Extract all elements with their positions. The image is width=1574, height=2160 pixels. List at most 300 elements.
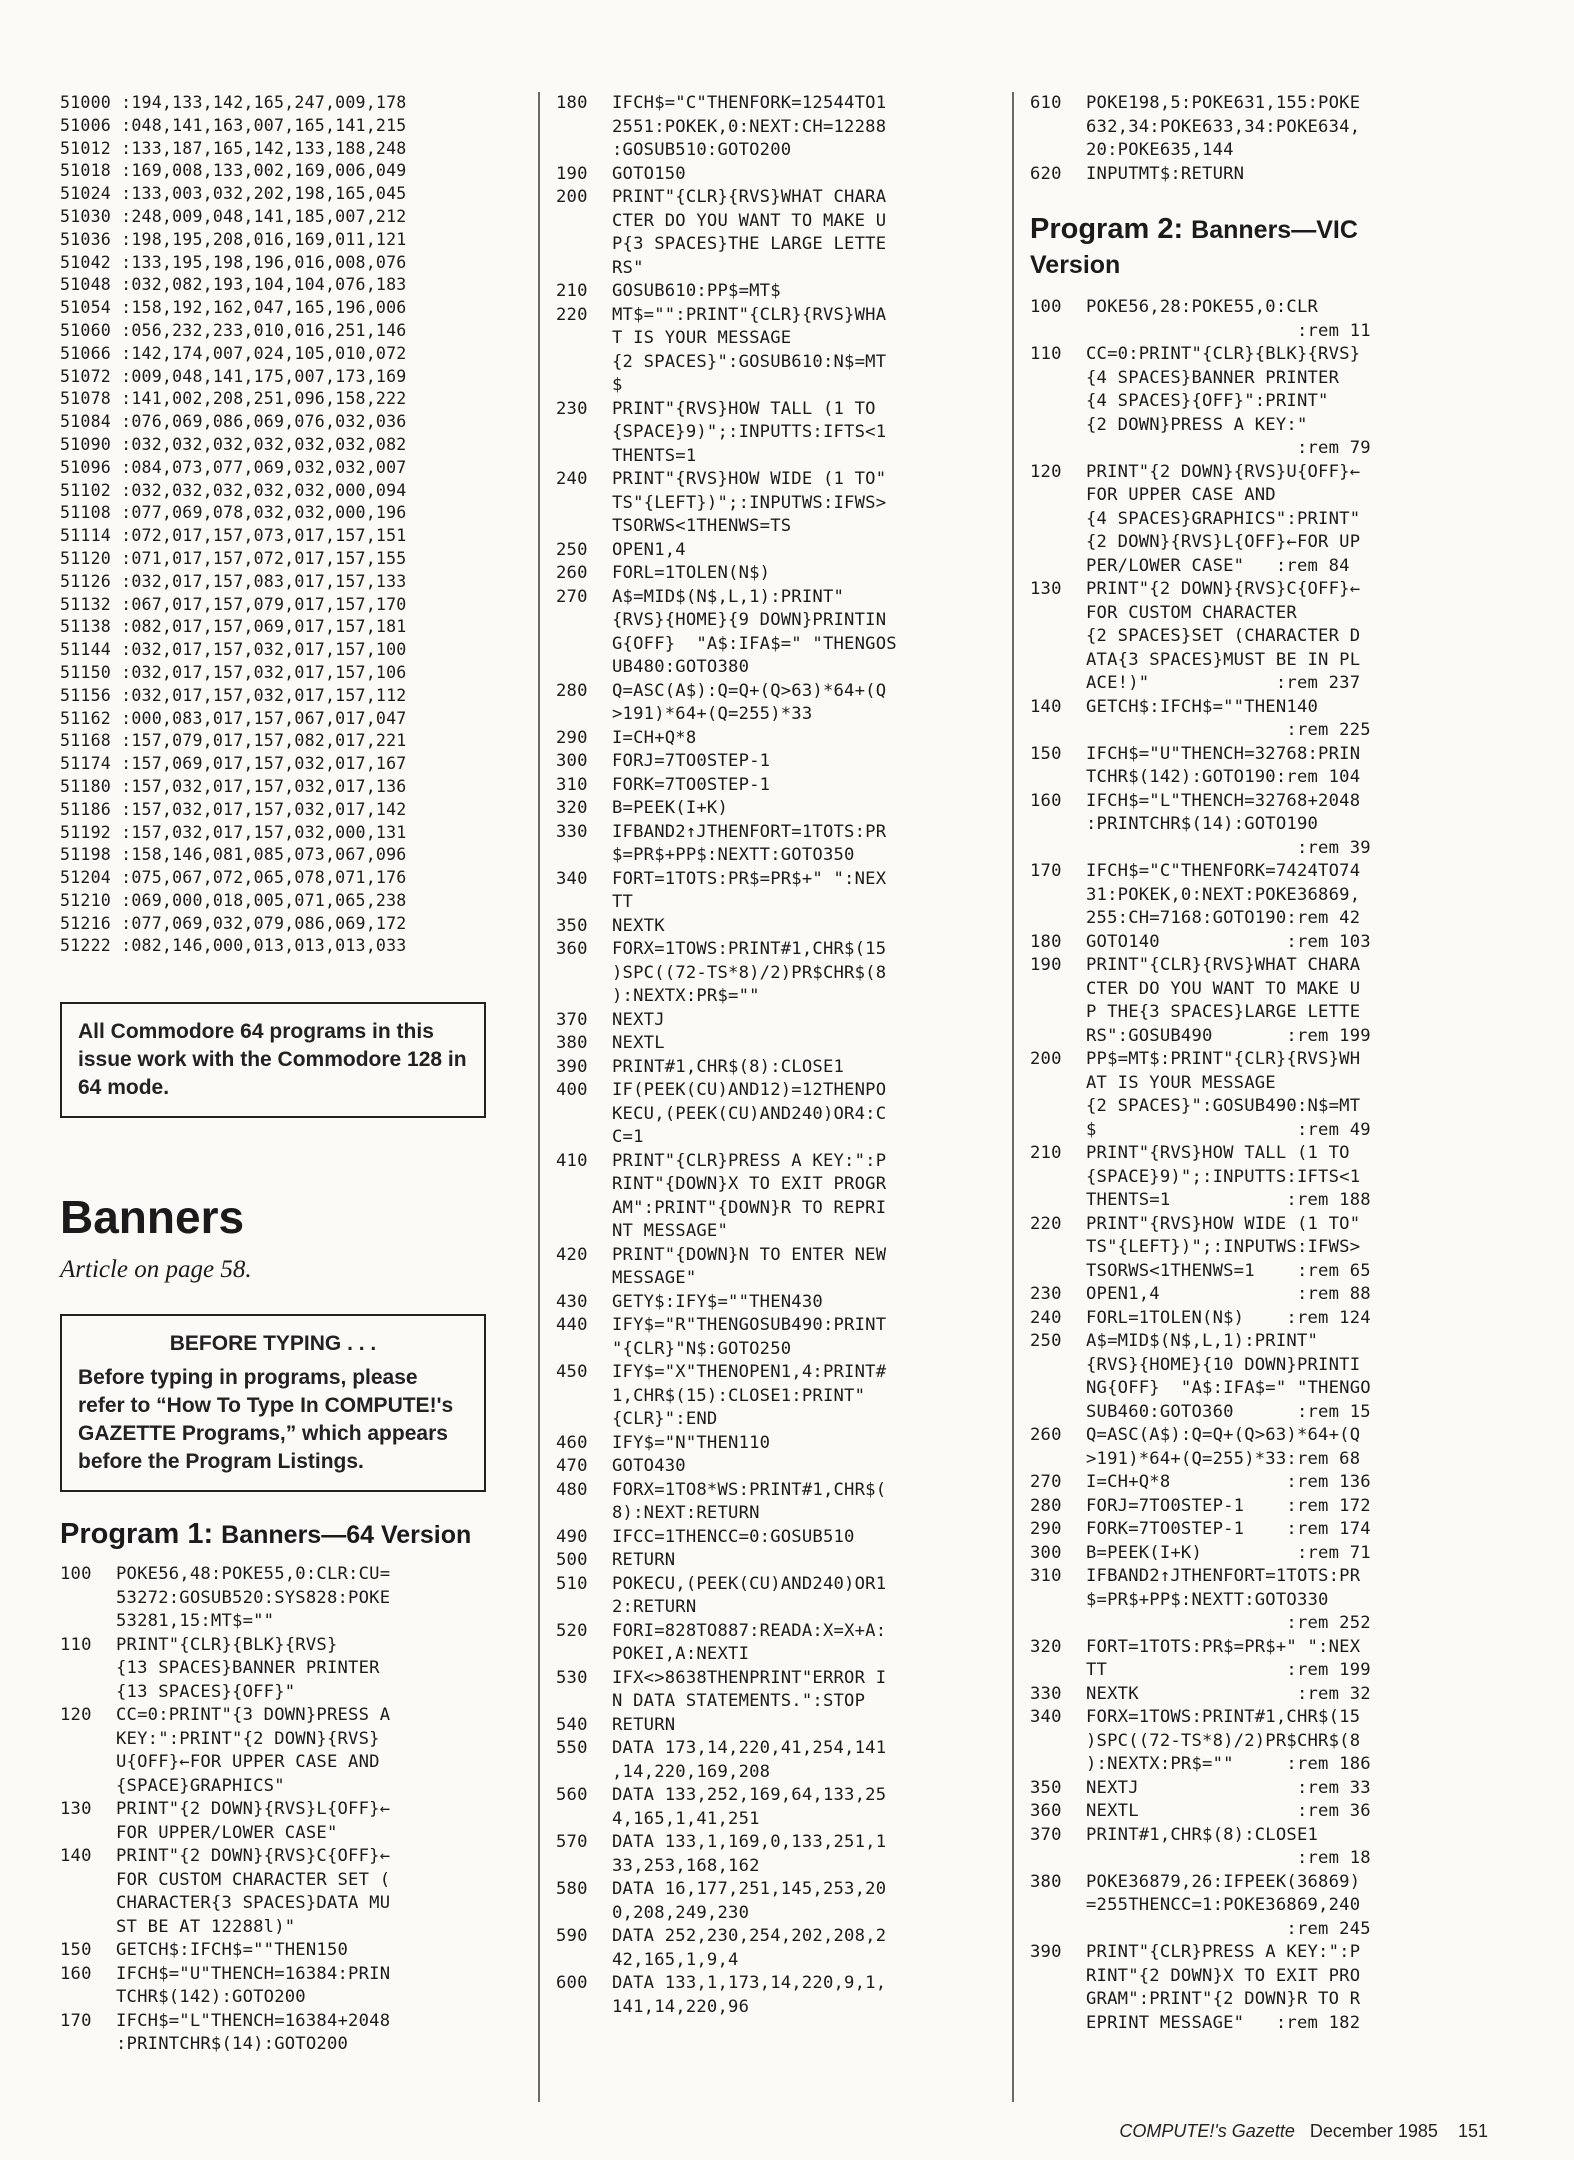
line-code: PRINT"{RVS}HOW WIDE (1 TO" TS"{LEFT})";:INPUTWS:IFWS> TSORWS<1THENWS=TS <box>612 469 887 536</box>
code-line <box>1030 1565 1500 1636</box>
line-code: GOTO150 <box>612 163 686 184</box>
line-number: 540 <box>556 1714 588 1735</box>
line-code: Q=ASC(A$):Q=Q+(Q>63)*64+(Q >191)*64+(Q=255)*33:rem 68 <box>1086 1425 1361 1469</box>
data-line: 51018 :169,008,133,002,169,006,049 <box>60 161 407 181</box>
code-line <box>556 468 992 539</box>
line-code: I=CH+Q*8 <box>612 727 697 748</box>
line-number: 330 <box>1030 1683 1062 1704</box>
line-code: CC=0:PRINT"{CLR}{BLK}{RVS} {4 SPACES}BANNER PRINTER {4 SPACES}{OFF}":PRINT" {2 DOWN}PRESS A KEY:" :rem 79 <box>1086 344 1371 458</box>
code-line <box>556 1314 992 1361</box>
code-line <box>556 398 992 469</box>
line-code: POKE36879,26:IFPEEK(36869) =255THENCC=1:POKE36869,240 :rem 245 <box>1086 1871 1371 1939</box>
data-line: 51114 :072,017,157,073,017,157,151 <box>60 526 407 546</box>
line-code: GOTO140 :rem 103 <box>1086 931 1371 952</box>
before-typing-body: Before typing in programs, please refer to “How To Type In COMPUTE!'s GAZETTE Programs,” which appears before the Program Listings. <box>78 1366 454 1474</box>
code-line <box>556 774 992 798</box>
article-reference: Article on page 58. <box>60 1256 252 1284</box>
line-number: 150 <box>1030 743 1062 764</box>
line-number: 150 <box>60 1940 92 1961</box>
line-number: 390 <box>556 1056 588 1077</box>
page-footer <box>1119 2121 1488 2142</box>
line-number: 370 <box>1030 1824 1062 1845</box>
line-code: IFCH$="L"THENCH=32768+2048 :PRINTCHR$(14):GOTO190 :rem 39 <box>1086 790 1371 858</box>
line-number: 390 <box>1030 1942 1062 1962</box>
code-line <box>556 163 992 187</box>
line-code: IFY$="N"THEN110 <box>612 1432 771 1453</box>
line-code: NEXTK <box>612 915 665 936</box>
line-number: 620 <box>1030 163 1062 184</box>
line-number: 110 <box>60 1634 92 1655</box>
data-line: 51048 :032,082,193,104,104,076,183 <box>60 275 407 295</box>
data-line: 51036 :198,195,208,016,169,011,121 <box>60 229 407 249</box>
column-rule-1 <box>538 92 540 2102</box>
code-line <box>1030 1777 1500 1801</box>
before-typing-title: BEFORE TYPING . . . <box>169 1332 377 1356</box>
code-line <box>1030 343 1500 461</box>
data-line: 51204 :075,067,072,065,078,071,176 <box>60 868 407 888</box>
line-number: 160 <box>60 1963 92 1984</box>
code-line <box>556 1079 992 1150</box>
line-number: 350 <box>1030 1777 1062 1798</box>
data-line: 51030 :248,009,048,141,185,007,212 <box>60 206 407 226</box>
data-line: 51120 :071,017,157,072,017,157,155 <box>60 548 407 568</box>
code-line <box>556 1925 992 1972</box>
code-line <box>1030 1706 1500 1777</box>
line-number: 200 <box>556 187 588 207</box>
line-number: 560 <box>556 1785 588 1805</box>
code-line <box>556 1549 992 1573</box>
line-number: 380 <box>1030 1871 1062 1892</box>
code-line <box>556 1737 992 1784</box>
code-line <box>556 586 992 680</box>
line-number: 160 <box>1030 790 1062 811</box>
line-code: OPEN1,4 :rem 88 <box>1086 1284 1371 1304</box>
data-line: 51186 :157,032,017,157,032,017,142 <box>60 799 407 819</box>
line-number: 330 <box>556 821 588 842</box>
data-line: 51072 :009,048,141,175,007,173,169 <box>60 366 407 386</box>
line-number: 100 <box>1030 297 1062 317</box>
line-code: Q=ASC(A$):Q=Q+(Q>63)*64+(Q >191)*64+(Q=255)*33 <box>612 680 887 724</box>
line-number: 300 <box>556 751 588 771</box>
column-3 <box>1030 92 1500 2035</box>
code-line <box>60 1939 520 1963</box>
line-code: PRINT"{CLR}{BLK}{RVS} {13 SPACES}BANNER PRINTER {13 SPACES}{OFF}" <box>116 1634 380 1702</box>
line-code: CC=0:PRINT"{3 DOWN}PRESS A KEY:":PRINT"{2 DOWN}{RVS} U{OFF}←FOR UPPER CASE AND {SPACE}GRAPHICS" <box>116 1705 391 1796</box>
notice-box <box>60 1002 486 1118</box>
program-1-listing-end <box>1030 92 1500 186</box>
line-number: 490 <box>556 1526 588 1547</box>
program-1-title-main: Program 1: <box>60 1518 214 1551</box>
program-1-title-sub: Banners—64 Version <box>221 1521 472 1550</box>
line-code: IFBAND2↑JTHENFORT=1TOTS:PR $=PR$+PP$:NEXTT:GOTO350 <box>612 821 887 865</box>
line-code: IFCC=1THENCC=0:GOSUB510 <box>612 1526 855 1547</box>
code-line <box>556 1479 992 1526</box>
line-number: 210 <box>1030 1143 1062 1163</box>
line-code: GETY$:IFY$=""THEN430 <box>612 1291 823 1312</box>
code-line <box>1030 790 1500 861</box>
line-number: 260 <box>556 563 588 583</box>
line-number: 260 <box>1030 1425 1062 1445</box>
line-code: FORL=1TOLEN(N$) <box>612 563 771 583</box>
line-number: 300 <box>1030 1542 1062 1563</box>
data-line: 51222 :082,146,000,013,013,013,033 <box>60 936 407 956</box>
data-line: 51126 :032,017,157,083,017,157,133 <box>60 571 407 591</box>
code-line <box>1030 1683 1500 1707</box>
line-code: IF(PEEK(CU)AND12)=12THENPO KECU,(PEEK(CU)AND240)OR4:C C=1 <box>612 1080 887 1147</box>
line-number: 310 <box>1030 1566 1062 1586</box>
code-line <box>1030 954 1500 1048</box>
line-code: NEXTL :rem 36 <box>1086 1801 1371 1821</box>
code-line <box>1030 92 1500 163</box>
line-code: FORT=1TOTS:PR$=PR$+" ":NEX TT <box>612 868 887 912</box>
data-line: 51150 :032,017,157,032,017,157,106 <box>60 662 407 682</box>
line-code: DATA 133,1,169,0,133,251,1 33,253,168,162 <box>612 1832 887 1876</box>
line-number: 200 <box>1030 1049 1062 1069</box>
line-number: 110 <box>1030 344 1062 364</box>
line-number: 170 <box>60 2010 92 2031</box>
line-code: GOTO430 <box>612 1456 686 1476</box>
code-line <box>556 821 992 868</box>
line-code: PRINT"{CLR}PRESS A KEY:":P RINT"{DOWN}X TO EXIT PROGR AM":PRINT"{DOWN}R TO REPRI NT MESSAGE" <box>612 1150 887 1241</box>
line-number: 550 <box>556 1738 588 1758</box>
line-code: FORX=1TOWS:PRINT#1,CHR$(15 )SPC((72-TS*8)/2)PR$CHR$(8 ):NEXTX:PR$="" :rem 186 <box>1086 1707 1371 1774</box>
line-number: 130 <box>60 1799 92 1820</box>
code-line <box>556 1009 992 1033</box>
line-code: DATA 173,14,220,41,254,141 ,14,220,169,208 <box>612 1738 887 1782</box>
program-1-listing-continued <box>556 92 992 2019</box>
code-line <box>60 1845 520 1939</box>
code-line <box>60 1563 520 1634</box>
line-code: RETURN <box>612 1550 676 1570</box>
line-number: 180 <box>556 93 588 113</box>
code-line <box>1030 296 1500 343</box>
code-line <box>556 1032 992 1056</box>
code-line <box>556 1878 992 1925</box>
program-2-title-line2: Version <box>1030 251 1121 279</box>
line-code: IFCH$="C"THENFORK=7424TO74 31:POKEK,0:NEXT:POKE36869, 255:CH=7168:GOTO190:rem 42 <box>1086 861 1361 928</box>
code-line <box>1030 1307 1500 1331</box>
line-number: 520 <box>556 1620 588 1641</box>
line-number: 320 <box>556 798 588 818</box>
data-line: 51090 :032,032,032,032,032,032,082 <box>60 434 407 454</box>
line-number: 510 <box>556 1573 588 1594</box>
line-code: RETURN <box>612 1714 676 1735</box>
code-line <box>556 1455 992 1479</box>
code-line <box>1030 1542 1500 1566</box>
line-code: PRINT"{DOWN}N TO ENTER NEW MESSAGE" <box>612 1244 887 1288</box>
line-code: NEXTK :rem 32 <box>1086 1683 1371 1704</box>
line-number: 480 <box>556 1479 588 1500</box>
line-code: POKECU,(PEEK(CU)AND240)OR1 2:RETURN <box>612 1573 887 1617</box>
data-line: 51144 :032,017,157,032,017,157,100 <box>60 640 407 660</box>
code-line <box>556 938 992 1009</box>
line-number: 430 <box>556 1291 588 1312</box>
line-number: 360 <box>556 939 588 959</box>
data-line: 51078 :141,002,208,251,096,158,222 <box>60 389 407 409</box>
line-number: 140 <box>1030 696 1062 717</box>
data-line: 51000 :194,133,142,165,247,009,178 <box>60 93 407 112</box>
line-number: 450 <box>556 1362 588 1382</box>
code-line <box>1030 578 1500 696</box>
data-line: 51096 :084,073,077,069,032,032,007 <box>60 457 407 477</box>
code-line <box>1030 1424 1500 1471</box>
code-line <box>60 1798 520 1845</box>
line-code: FORX=1TO8*WS:PRINT#1,CHR$( 8):NEXT:RETURN <box>612 1479 887 1523</box>
line-code: FORK=7TO0STEP-1 <box>612 774 771 795</box>
code-line <box>60 2010 520 2057</box>
code-line <box>556 1526 992 1550</box>
code-line <box>1030 1871 1500 1942</box>
code-line <box>1030 1941 1500 2035</box>
line-code: PRINT"{RVS}HOW TALL (1 TO {SPACE}9)";:INPUTTS:IFTS<1 THENTS=1 :rem 188 <box>1086 1143 1371 1210</box>
line-code: NEXTJ <box>612 1009 665 1030</box>
line-number: 180 <box>1030 931 1062 952</box>
line-number: 320 <box>1030 1636 1062 1657</box>
code-line <box>1030 163 1500 187</box>
line-code: FORJ=7TO0STEP-1 <box>612 751 771 771</box>
line-code: GOSUB610:PP$=MT$ <box>612 281 781 301</box>
line-number: 190 <box>556 163 588 184</box>
line-number: 100 <box>60 1564 92 1585</box>
program-2-title-main: Program 2: <box>1030 213 1184 245</box>
code-line <box>1030 461 1500 579</box>
line-number: 310 <box>556 774 588 795</box>
line-code: A$=MID$(N$,L,1):PRINT" {RVS}{HOME}{10 DOWN}PRINTI NG{OFF} "A$:IFA$=" "THENGO SUB460:GOTO360 :rem 15 <box>1086 1331 1371 1422</box>
code-line <box>60 1963 520 2010</box>
program-2-title <box>1030 212 1500 282</box>
line-number: 220 <box>1030 1213 1062 1234</box>
line-code: IFBAND2↑JTHENFORT=1TOTS:PR $=PR$+PP$:NEXTT:GOTO330 :rem 252 <box>1086 1566 1371 1633</box>
code-line <box>556 1432 992 1456</box>
code-line <box>556 1361 992 1432</box>
code-line <box>556 304 992 398</box>
line-number: 140 <box>60 1846 92 1867</box>
code-line <box>556 1972 992 2019</box>
code-line <box>556 1831 992 1878</box>
code-line <box>556 797 992 821</box>
code-line <box>556 915 992 939</box>
line-code: PRINT#1,CHR$(8):CLOSE1 :rem 18 <box>1086 1824 1371 1868</box>
line-number: 240 <box>1030 1307 1062 1328</box>
code-line <box>1030 1824 1500 1871</box>
code-line <box>556 539 992 563</box>
line-code: IFCH$="L"THENCH=16384+2048 :PRINTCHR$(14):GOTO200 <box>116 2010 391 2055</box>
code-line <box>1030 860 1500 931</box>
line-code: PRINT"{CLR}{RVS}WHAT CHARA CTER DO YOU WANT TO MAKE U P{3 SPACES}THE LARGE LETTE RS" <box>612 187 887 278</box>
line-code: IFCH$="U"THENCH=16384:PRIN TCHR$(142):GOTO200 <box>116 1963 391 2008</box>
line-number: 410 <box>556 1150 588 1171</box>
line-code: OPEN1,4 <box>612 539 686 560</box>
data-line: 51192 :157,032,017,157,032,000,131 <box>60 822 407 842</box>
line-number: 210 <box>556 281 588 301</box>
code-line <box>1030 1330 1500 1424</box>
data-line: 51024 :133,003,032,202,198,165,045 <box>60 184 407 204</box>
line-code: PRINT"{CLR}{RVS}WHAT CHARA CTER DO YOU WANT TO MAKE U P THE{3 SPACES}LARGE LETTE RS":GOSUB490 :rem 199 <box>1086 955 1371 1046</box>
line-code: IFCH$="U"THENCH=32768:PRIN TCHR$(142):GOTO190:rem 104 <box>1086 743 1361 787</box>
line-code: A$=MID$(N$,L,1):PRINT" {RVS}{HOME}{9 DOWN}PRINTIN G{OFF} "A$:IFA$=" "THENGOS UB480:GOTO380 <box>612 586 897 677</box>
data-line: 51132 :067,017,157,079,017,157,170 <box>60 594 407 614</box>
line-number: 270 <box>1030 1472 1062 1492</box>
line-code: FORL=1TOLEN(N$) :rem 124 <box>1086 1307 1371 1328</box>
line-code: PP$=MT$:PRINT"{CLR}{RVS}WH AT IS YOUR MESSAGE {2 SPACES}":GOSUB490:N$=MT $ :rem 49 <box>1086 1049 1371 1140</box>
line-code: PRINT"{2 DOWN}{RVS}L{OFF}← FOR UPPER/LOWER CASE" <box>116 1799 391 1843</box>
line-code: PRINT"{2 DOWN}{RVS}C{OFF}← FOR CUSTOM CHARACTER SET ( CHARACTER{3 SPACES}DATA MU ST BE AT 12288l)" <box>116 1846 391 1937</box>
code-line <box>1030 1213 1500 1284</box>
code-line <box>1030 1495 1500 1519</box>
line-code: FORT=1TOTS:PR$=PR$+" ":NEX TT :rem 199 <box>1086 1636 1371 1680</box>
data-line: 51162 :000,083,017,157,067,017,047 <box>60 708 407 728</box>
notice-text: All Commodore 64 programs in this issue work with the Commodore 128 in 64 mode. <box>78 1020 467 1100</box>
line-code: POKE198,5:POKE631,155:POKE 632,34:POKE633,34:POKE634, 20:POKE635,144 <box>1086 93 1361 160</box>
line-code: PRINT"{RVS}HOW TALL (1 TO {SPACE}9)";:INPUTTS:IFTS<1 THENTS=1 <box>612 398 887 466</box>
data-line: 51174 :157,069,017,157,032,017,167 <box>60 754 407 774</box>
code-line <box>556 727 992 751</box>
code-line <box>1030 1471 1500 1495</box>
data-line: 51108 :077,069,078,032,032,000,196 <box>60 503 407 523</box>
line-number: 290 <box>556 727 588 748</box>
data-line: 51102 :032,032,032,032,032,000,094 <box>60 480 407 500</box>
code-line <box>556 1244 992 1291</box>
line-number: 460 <box>556 1432 588 1453</box>
code-line <box>1030 1800 1500 1824</box>
line-code: B=PEEK(I+K) <box>612 798 729 818</box>
footer-page-number: 151 <box>1457 2121 1488 2141</box>
line-number: 190 <box>1030 955 1062 975</box>
line-code: FORX=1TOWS:PRINT#1,CHR$(15 )SPC((72-TS*8)/2)PR$CHR$(8 ):NEXTX:PR$="" <box>612 939 887 1006</box>
line-code: INPUTMT$:RETURN <box>1086 163 1245 184</box>
code-line <box>1030 1283 1500 1307</box>
column-1 <box>60 92 520 2057</box>
line-code: NEXTJ :rem 33 <box>1086 1777 1371 1798</box>
code-line <box>556 1667 992 1714</box>
data-line: 51060 :056,232,233,010,016,251,146 <box>60 320 407 340</box>
code-line <box>1030 931 1500 955</box>
line-code: PRINT#1,CHR$(8):CLOSE1 <box>612 1056 845 1077</box>
code-line <box>556 750 992 774</box>
line-code: PRINT"{RVS}HOW WIDE (1 TO" TS"{LEFT})";:INPUTWS:IFWS> TSORWS<1THENWS=1 :rem 65 <box>1086 1213 1371 1281</box>
line-number: 120 <box>60 1705 92 1726</box>
program-2-title-sub: Banners—VIC <box>1191 216 1358 244</box>
line-number: 380 <box>556 1033 588 1053</box>
line-code: GETCH$:IFCH$=""THEN150 <box>116 1940 349 1961</box>
line-number: 350 <box>556 915 588 936</box>
line-number: 290 <box>1030 1519 1062 1539</box>
data-line: 51210 :069,000,018,005,071,065,238 <box>60 890 407 910</box>
code-line <box>1030 1636 1500 1683</box>
line-number: 370 <box>556 1009 588 1030</box>
data-line: 51054 :158,192,162,047,165,196,006 <box>60 298 407 318</box>
data-line: 51180 :157,032,017,157,032,017,136 <box>60 776 407 796</box>
line-code: FORI=828TO887:READA:X=X+A: POKEI,A:NEXTI <box>612 1620 887 1664</box>
line-code: DATA 133,252,169,64,133,25 4,165,1,41,251 <box>612 1785 887 1829</box>
data-line: 51006 :048,141,163,007,165,141,215 <box>60 115 407 135</box>
line-code: IFY$="R"THENGOSUB490:PRINT "{CLR}"N$:GOTO250 <box>612 1315 887 1359</box>
line-number: 590 <box>556 1926 588 1946</box>
code-line <box>1030 743 1500 790</box>
program-1-title <box>60 1518 520 1551</box>
code-line <box>556 1714 992 1738</box>
code-line <box>556 1150 992 1244</box>
code-line <box>556 1056 992 1080</box>
line-number: 120 <box>1030 461 1062 482</box>
line-code: DATA 133,1,173,14,220,9,1, 141,14,220,96 <box>612 1973 887 2017</box>
code-line <box>556 680 992 727</box>
line-number: 610 <box>1030 93 1062 113</box>
code-line <box>556 1784 992 1831</box>
code-line <box>1030 1048 1500 1142</box>
line-number: 250 <box>1030 1331 1062 1351</box>
line-code: IFY$="X"THENOPEN1,4:PRINT# 1,CHR$(15):CLOSE1:PRINT" {CLR}":END <box>612 1362 887 1429</box>
data-line: 51084 :076,069,086,069,076,032,036 <box>60 412 407 432</box>
line-code: MT$="":PRINT"{CLR}{RVS}WHA T IS YOUR MESSAGE {2 SPACES}":GOSUB610:N$=MT $ <box>612 304 887 395</box>
line-number: 220 <box>556 304 588 325</box>
line-code: PRINT"{2 DOWN}{RVS}C{OFF}← FOR CUSTOM CHARACTER {2 SPACES}SET (CHARACTER D ATA{3 SPACES}MUST BE IN PL ACE!)" :rem 237 <box>1086 579 1361 693</box>
program-2-listing <box>1030 296 1500 2035</box>
line-number: 600 <box>556 1973 588 1993</box>
code-line <box>556 1291 992 1315</box>
line-number: 240 <box>556 469 588 489</box>
line-code: PRINT"{2 DOWN}{RVS}U{OFF}← FOR UPPER CASE AND {4 SPACES}GRAPHICS":PRINT" {2 DOWN}{RVS}L{OFF}←FOR UP PER/LOWER CASE" :rem 84 <box>1086 461 1361 576</box>
line-number: 170 <box>1030 861 1062 881</box>
data-listing <box>60 92 520 958</box>
line-number: 130 <box>1030 579 1062 599</box>
code-line <box>556 1573 992 1620</box>
line-code: NEXTL <box>612 1033 665 1053</box>
line-number: 250 <box>556 539 588 560</box>
code-line <box>1030 1142 1500 1213</box>
line-number: 230 <box>1030 1284 1062 1304</box>
line-code: IFCH$="C"THENFORK=12544TO1 2551:POKEK,0:NEXT:CH=12288 :GOSUB510:GOTO200 <box>612 93 887 160</box>
data-line: 51156 :032,017,157,032,017,157,112 <box>60 685 407 705</box>
data-line: 51138 :082,017,157,069,017,157,181 <box>60 617 407 637</box>
line-code: FORJ=7TO0STEP-1 :rem 172 <box>1086 1495 1371 1516</box>
line-number: 280 <box>556 680 588 701</box>
line-code: IFX<>8638THENPRINT"ERROR I N DATA STATEMENTS.":STOP <box>612 1667 887 1711</box>
line-code: POKE56,48:POKE55,0:CLR:CU= 53272:GOSUB520:SYS828:POKE 53281,15:MT$="" <box>116 1564 391 1632</box>
line-number: 470 <box>556 1456 588 1476</box>
code-line <box>556 186 992 280</box>
line-number: 440 <box>556 1315 588 1335</box>
data-line: 51216 :077,069,032,079,086,069,172 <box>60 913 407 933</box>
line-number: 400 <box>556 1080 588 1100</box>
line-number: 530 <box>556 1667 588 1688</box>
line-code: DATA 16,177,251,145,253,20 0,208,249,230 <box>612 1879 887 1923</box>
column-2 <box>556 92 992 2019</box>
line-number: 270 <box>556 586 588 607</box>
line-number: 360 <box>1030 1801 1062 1821</box>
line-number: 340 <box>1030 1707 1062 1727</box>
line-number: 420 <box>556 1244 588 1265</box>
line-code: GETCH$:IFCH$=""THEN140 :rem 225 <box>1086 696 1371 740</box>
code-line <box>556 562 992 586</box>
column-rule-2 <box>1012 92 1014 2102</box>
line-code: FORK=7TO0STEP-1 :rem 174 <box>1086 1519 1371 1539</box>
line-number: 570 <box>556 1832 588 1852</box>
code-line <box>60 1704 520 1798</box>
line-code: B=PEEK(I+K) :rem 71 <box>1086 1542 1371 1563</box>
code-line <box>556 1620 992 1667</box>
line-number: 340 <box>556 868 588 889</box>
code-line <box>556 280 992 304</box>
program-1-listing <box>60 1563 520 2057</box>
data-line: 51042 :133,195,198,196,016,008,076 <box>60 252 407 272</box>
data-line: 51012 :133,187,165,142,133,188,248 <box>60 138 407 158</box>
footer-date: December 1985 <box>1309 2121 1438 2141</box>
code-line <box>556 92 992 163</box>
line-code: POKE56,28:POKE55,0:CLR :rem 11 <box>1086 297 1371 341</box>
line-code: I=CH+Q*8 :rem 136 <box>1086 1472 1371 1492</box>
code-line <box>1030 696 1500 743</box>
